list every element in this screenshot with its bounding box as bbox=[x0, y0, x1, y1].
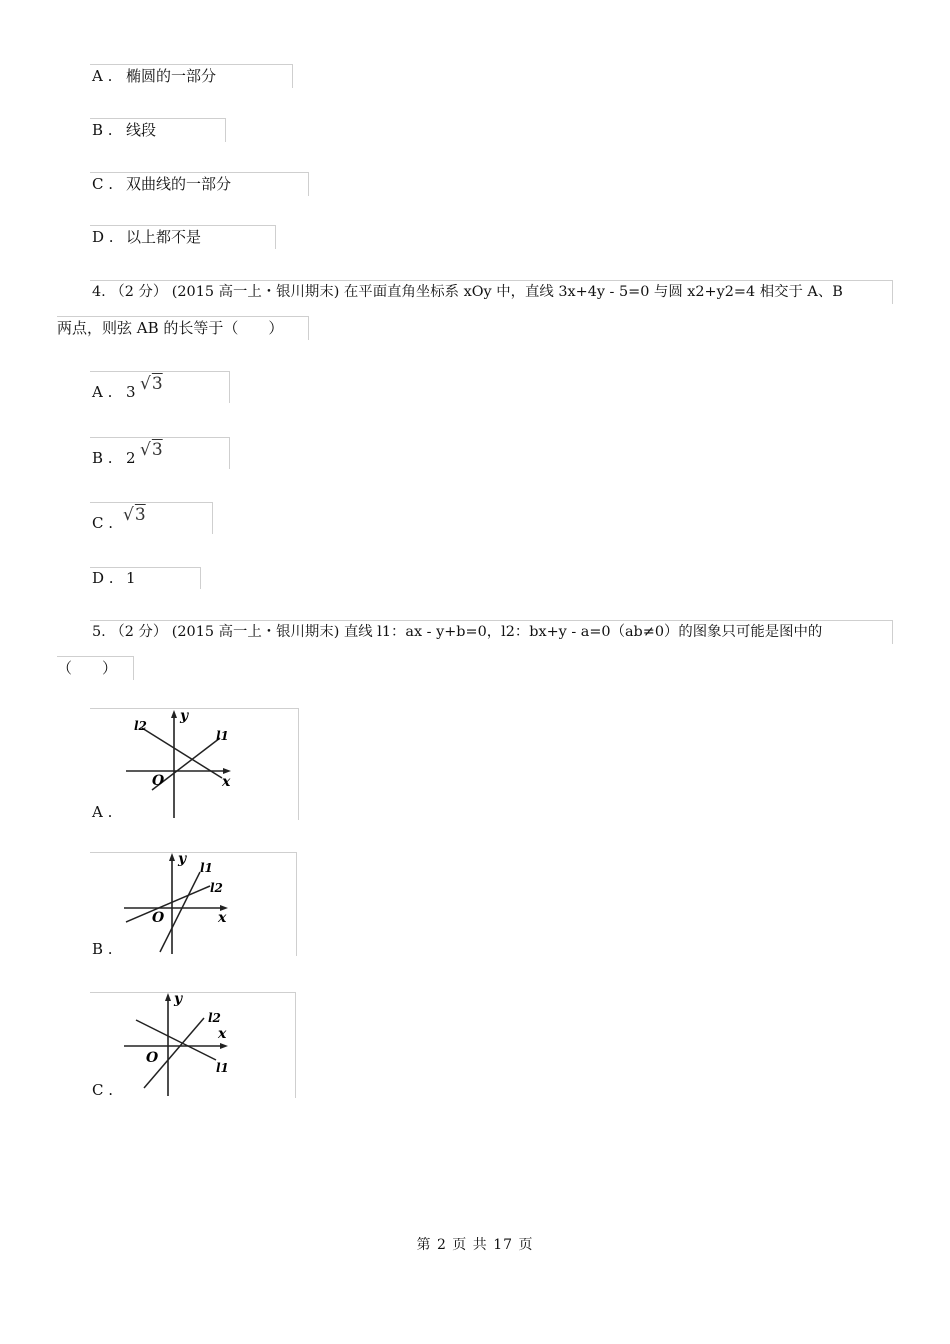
q3-option-a[interactable] bbox=[92, 66, 216, 86]
q3-option-c[interactable] bbox=[92, 174, 231, 194]
option-letter: A . bbox=[92, 67, 113, 85]
option-letter: C . bbox=[92, 175, 114, 193]
q5-stem-line1: 5. （2 分） (2015 高一上・银川期末) 直线 l1：ax - y+b=0，l2：bx+y - a=0（ab≠0）的图象只可能是图中的 bbox=[92, 624, 823, 640]
y-arrow bbox=[169, 853, 175, 861]
option-text: 2 bbox=[126, 449, 136, 467]
l2-label: l2 bbox=[208, 1011, 221, 1025]
line-l1 bbox=[160, 872, 200, 952]
page-footer: 第 2 页 共 17 页 bbox=[416, 1237, 534, 1253]
option-letter: C . bbox=[92, 514, 114, 532]
option-letter: B . bbox=[92, 449, 113, 467]
l1-label: l1 bbox=[216, 729, 229, 743]
q4-stem-line2: 两点，则弦 AB 的长等于（ ） bbox=[57, 319, 284, 337]
q4-option-a[interactable] bbox=[92, 382, 136, 402]
option-letter: D . bbox=[92, 569, 114, 587]
x-label: x bbox=[222, 774, 231, 790]
y-label: y bbox=[178, 852, 187, 867]
sqrt-three: √3 bbox=[140, 440, 163, 460]
l2-label: l2 bbox=[134, 719, 147, 733]
option-text: 线段 bbox=[126, 121, 157, 139]
q3-option-d[interactable] bbox=[92, 227, 201, 247]
q3-option-b[interactable] bbox=[92, 120, 156, 140]
x-label: x bbox=[218, 910, 227, 926]
sqrt-three: √3 bbox=[123, 505, 146, 525]
y-arrow bbox=[171, 710, 177, 718]
l1-label: l1 bbox=[216, 1061, 229, 1075]
l1-label: l1 bbox=[200, 861, 213, 875]
graph-b-svg bbox=[124, 852, 232, 956]
option-text: 双曲线的一部分 bbox=[126, 175, 232, 193]
origin-label: O bbox=[152, 910, 165, 926]
figure-a bbox=[124, 708, 232, 824]
q4-stem-line1: 4. （2 分） (2015 高一上・银川期末) 在平面直角坐标系 xOy 中，直线 3x+4y - 5=0 与圆 x2+y2=4 相交于 A、B bbox=[92, 284, 843, 300]
sqrt-three: √3 bbox=[140, 374, 163, 394]
option-text: 3 bbox=[126, 383, 136, 401]
q5-option-c-letter[interactable]: C . bbox=[92, 1081, 114, 1099]
origin-label: O bbox=[146, 1050, 159, 1066]
q5-option-a-letter[interactable]: A . bbox=[92, 803, 113, 821]
option-text: 以上都不是 bbox=[126, 228, 202, 246]
option-letter: B . bbox=[92, 121, 113, 139]
q4-option-b[interactable] bbox=[92, 448, 136, 468]
figure-c bbox=[124, 992, 232, 1102]
line-l2 bbox=[126, 886, 210, 922]
q4-option-c[interactable] bbox=[92, 513, 126, 533]
graph-c-svg bbox=[124, 992, 232, 1098]
option-text: 椭圆的一部分 bbox=[126, 67, 217, 85]
figure-b bbox=[124, 852, 232, 960]
y-label: y bbox=[174, 992, 183, 1007]
option-text: 1 bbox=[126, 569, 136, 587]
graph-a-svg bbox=[124, 708, 232, 820]
q5-option-b-letter[interactable]: B . bbox=[92, 940, 113, 958]
option-letter: A . bbox=[92, 383, 113, 401]
q4-option-d[interactable] bbox=[92, 568, 136, 588]
y-label: y bbox=[180, 708, 189, 724]
origin-label: O bbox=[152, 773, 165, 789]
x-arrow bbox=[220, 1043, 228, 1049]
option-letter: D . bbox=[92, 228, 114, 246]
q5-stem-line2: （ ） bbox=[57, 659, 118, 677]
l2-label: l2 bbox=[210, 881, 223, 895]
x-label: x bbox=[218, 1026, 227, 1042]
y-arrow bbox=[165, 993, 171, 1001]
